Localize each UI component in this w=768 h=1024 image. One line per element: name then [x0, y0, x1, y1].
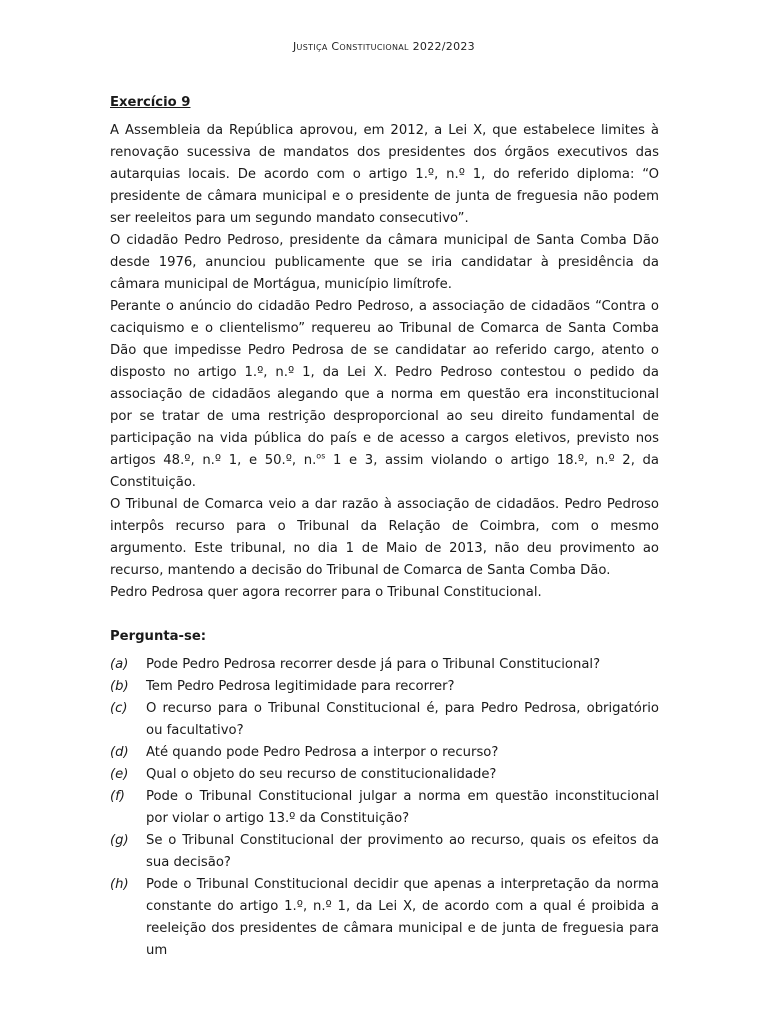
- question-item-g: [110, 830, 659, 874]
- paragraph-3: [110, 296, 659, 494]
- running-header: Justiça Constitucional 2022/2023: [293, 40, 475, 53]
- question-letter: (e): [110, 767, 129, 782]
- question-item-h: [110, 874, 659, 962]
- question-letter: (h): [110, 877, 129, 892]
- paragraph-5: Pedro Pedrosa quer agora recorrer para o Tribunal Constitucional.: [110, 585, 542, 600]
- question-list: [110, 654, 659, 962]
- question-text: Se o Tribunal Constitucional der provimento ao recurso, quais os efeitos da sua decisão?: [146, 833, 659, 870]
- question-item-e: [110, 764, 659, 786]
- question-item-c: [110, 698, 659, 742]
- questions-heading: Pergunta-se:: [110, 629, 207, 644]
- question-text: Até quando pode Pedro Pedrosa a interpor o recurso?: [146, 745, 499, 760]
- question-letter: (b): [110, 679, 129, 694]
- question-text: Pode o Tribunal Constitucional julgar a norma em questão inconstitucional por violar o artigo 13.º da Constituição?: [146, 789, 659, 826]
- question-letter: (g): [110, 833, 129, 848]
- question-text: O recurso para o Tribunal Constitucional é, para Pedro Pedrosa, obrigatório ou facultativo?: [146, 701, 659, 738]
- exercise-title: Exercício 9: [110, 95, 191, 110]
- question-item-f: [110, 786, 659, 830]
- question-letter: (d): [110, 745, 129, 760]
- question-item-d: [110, 742, 659, 764]
- paragraph-4: O Tribunal de Comarca veio a dar razão à associação de cidadãos. Pedro Pedroso interpôs recurso para o Tribunal da Relação de Coimbra, com o mesmo argumento. Este tribunal, no dia 1 de Maio de 2013, não deu provimento ao recurso, mantendo a decisão do Tribunal de Comarca de Santa Comba Dão.: [110, 497, 659, 578]
- question-item-a: [110, 654, 659, 676]
- question-text: Pode Pedro Pedrosa recorrer desde já para o Tribunal Constitucional?: [146, 657, 601, 672]
- paragraph-2: O cidadão Pedro Pedroso, presidente da câmara municipal de Santa Comba Dão desde 1976, anunciou publicamente que se iria candidatar à presidência da câmara municipal de Mortágua, município limítrofe.: [110, 233, 659, 292]
- question-text: Tem Pedro Pedrosa legitimidade para recorrer?: [146, 679, 455, 694]
- superscript-os: os: [316, 451, 326, 461]
- paragraph-3-main: Perante o anúncio do cidadão Pedro Pedroso, a associação de cidadãos “Contra o caciquismo e o clientelismo” requereu ao Tribunal de Comarca de Santa Comba Dão que impedisse Pedro Pedrosa de se candidatar ao referido cargo, atento o disposto no artigo 1.º, n.º 1, da Lei X. Pedro Pedroso contestou o pedido da associação de cidadãos alegando que a norma em questão era inconstitucional por se tratar de uma restrição desproporcional ao seu direito fundamental de participação na vida pública do país e de acesso a cargos eletivos, previsto nos artigos 48.º, n.º 1, e 50.º, n.: [110, 299, 659, 468]
- question-letter: (c): [110, 701, 128, 716]
- paragraph-3-tail: 1 e 3, assim violando o artigo 18.º, n.º 2, da Constituição.: [110, 453, 659, 490]
- question-letter: (a): [110, 657, 129, 672]
- document-body: [110, 92, 659, 962]
- question-text: Pode o Tribunal Constitucional decidir que apenas a interpretação da norma constante do artigo 1.º, n.º 1, da Lei X, de acordo com a qual é proibida a reeleição dos presidentes de câmara municipal e de junta de freguesia para um: [146, 877, 659, 958]
- paragraph-1: A Assembleia da República aprovou, em 2012, a Lei X, que estabelece limites à renovação sucessiva de mandatos dos presidentes dos órgãos executivos das autarquias locais. De acordo com o artigo 1.º, n.º 1, do referido diploma: “O presidente de câmara municipal e o presidente de junta de freguesia não podem ser reeleitos para um segundo mandato consecutivo”.: [110, 123, 659, 226]
- question-text: Qual o objeto do seu recurso de constitucionalidade?: [146, 767, 497, 782]
- question-letter: (f): [110, 789, 125, 804]
- question-item-b: [110, 676, 659, 698]
